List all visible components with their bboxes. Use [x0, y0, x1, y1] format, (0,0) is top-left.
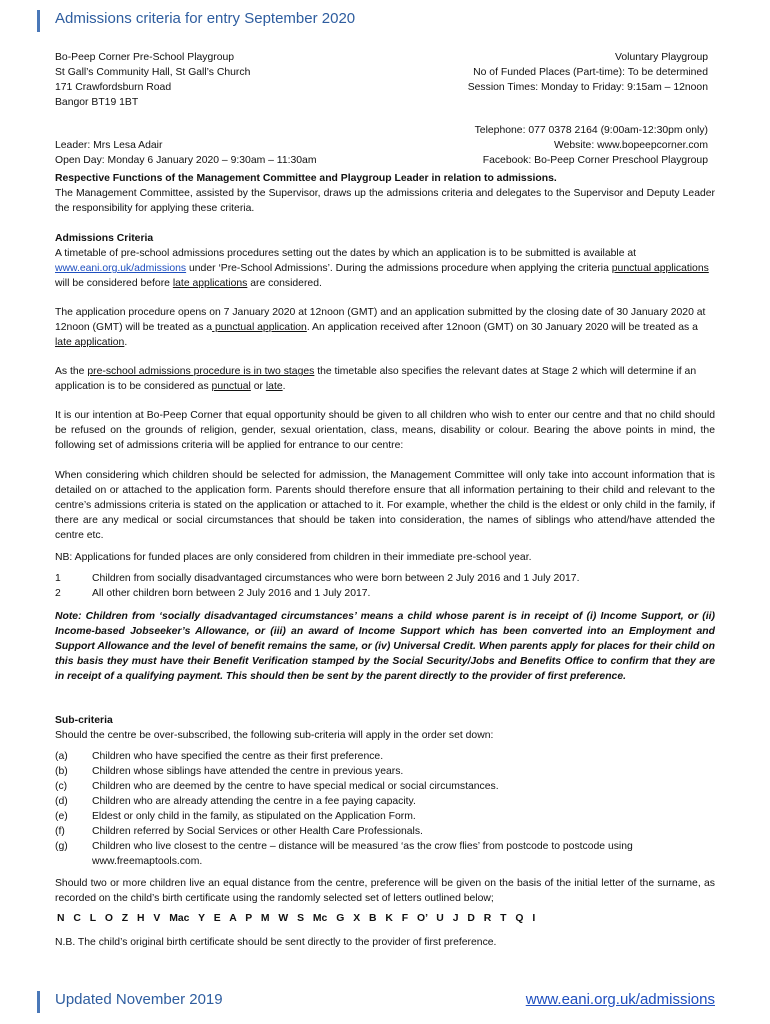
admissions-heading: Admissions Criteria [55, 233, 154, 244]
text-run: . [124, 337, 128, 348]
list-item-number: (f) [55, 826, 65, 837]
list-item-text: Children who are already attending the centre in a fee paying capacity. [92, 796, 416, 807]
text-run: . An application received after 12noon (GMT) on 30 January 2020 will be treated as a [306, 322, 698, 333]
random-letters-sequence: N C L O Z H V Mac Y E A P M W S Mc G X B K F O’ U J D R T Q I [57, 913, 536, 924]
text-run: The application procedure opens on 7 January 2020 at 12noon (GMT) and an application submitted by the closing date of 30 January 2020 at 12noon (GMT) will be treated as a [55, 307, 706, 333]
list-item [55, 809, 715, 824]
list-item-text: Children who have specified the centre as their first preference. [92, 751, 384, 762]
subcriteria-heading: Sub-criteria [55, 715, 113, 726]
list-item-text: All other children born between 2 July 2016 and 1 July 2017. [92, 588, 371, 599]
list-item-number: 1 [55, 573, 61, 584]
address-line: Bo-Peep Corner Pre-School Playgroup [55, 52, 235, 63]
list-item-number: (c) [55, 781, 68, 792]
address-line: 171 Crawfordsburn Road [55, 82, 172, 93]
list-item-text: Eldest or only child in the family, as stipulated on the Application Form. [92, 811, 416, 822]
list-item [55, 824, 715, 839]
tie-break-paragraph: Should two or more children live an equal distance from the centre, preference will be given on the basis of the initial letter of the surname, as recorded on the child’s birth certificate using the randomly selected set of letters outlined below; [55, 878, 715, 904]
list-item [55, 749, 715, 764]
punctual-term: punctual [211, 381, 251, 392]
funded-places-nb: NB: Applications for funded places are only considered from children in their immediate pre-school year. [55, 552, 532, 563]
telephone: Telephone: 077 0378 2164 (9:00am-12:30pm only) [474, 125, 708, 136]
selection-paragraph: When considering which children should be selected for admission, the Management Committee will only take into account information that is detailed on or attached to the application form. Parents should therefore ensure that all information pertaining to their child and relevant to the centre’s admissions criteria is stated on the application or attached to it. For example, whether the child is the eldest or only child in the family, if there are any medical or social circumstances that should be taken into consideration, the names of siblings who attend/have attended the centre etc. [55, 470, 715, 541]
leader-block [55, 138, 316, 168]
list-item-text: Children from socially disadvantaged circumstances who were born between 2 July 2016 and 1 July 2017. [92, 573, 580, 584]
admissions-paragraph-3 [55, 364, 715, 394]
list-item-text: Children who are deemed by the centre to have special medical or social circumstances. [92, 781, 499, 792]
disadvantaged-note: Note: Children from ‘socially disadvantaged circumstances’ means a child whose parent is in receipt of (i) Income Support, or (ii) Income-based Jobseeker’s Allowance, or (iii) an award of Income Support which has been converted into an Employment and Support Allowance and the level of benefit remains the same, or (iv) Universal Credit. When parents apply for places for their child on this basis they must have their Benefit Verification stamped by the Social Security/Jobs and Benefits Office to confirm that they are in receipt of a qualifying payment. This should then be sent by the parent directly to the provider of first preference. [55, 611, 715, 682]
punctual-applications-term: punctual applications [611, 263, 709, 274]
text-run: or [250, 381, 266, 392]
equal-opportunity-paragraph: It is our intention at Bo-Peep Corner that equal opportunity should be given to all children who wish to enter our centre and that no child should be refused on the grounds of religion, gender, sexual orientation, class, means, disability or colour. Bearing the above points in mind, the following set of admissions criteria will be applied for entrance to our centre: [55, 410, 715, 451]
leader-name: Leader: Mrs Lesa Adair [55, 140, 163, 151]
subcriteria-list [55, 749, 715, 869]
address-line: St Gall’s Community Hall, St Gall’s Church [55, 67, 251, 78]
playgroup-type: Voluntary Playgroup [615, 52, 708, 63]
admissions-paragraph-2 [55, 305, 715, 350]
list-item [55, 779, 715, 794]
text-run: will be considered before [55, 278, 173, 289]
page-title: Admissions criteria for entry September 2020 [55, 10, 356, 27]
list-item [55, 764, 715, 779]
contact-block [475, 123, 708, 168]
text-run: . [282, 381, 286, 392]
criteria-list [55, 571, 715, 601]
text-run: the timetable also specifies the relevant dates at Stage 2 which will determine if an application is to be considered as [55, 366, 697, 392]
admissions-heading-block [55, 231, 715, 246]
late-applications-term: late applications [172, 278, 248, 289]
subcriteria-intro: Should the centre be over-subscribed, the following sub-criteria will apply in the order set down: [55, 730, 494, 741]
text-run: As the [55, 366, 88, 377]
eani-admissions-link[interactable]: www.eani.org.uk/admissions [55, 263, 187, 274]
list-item-number: (d) [55, 796, 68, 807]
subcriteria-section [55, 713, 715, 743]
list-item-text: Children who live closest to the centre – distance will be measured ‘as the crow flies’ from postcode to postcode using www.freemaptools.com. [92, 841, 633, 867]
text-run: under ‘Pre-School Admissions’. During the admissions procedure when applying the criteria [186, 263, 612, 274]
functions-section [55, 171, 715, 216]
list-item-text: Children whose siblings have attended the centre in previous years. [92, 766, 404, 777]
list-item-number: (b) [55, 766, 68, 777]
functions-heading: Respective Functions of the Management Committee and Playgroup Leader in relation to admissions. [55, 173, 557, 184]
punctual-application-term: punctual application [212, 322, 307, 333]
late-term: late [265, 381, 283, 392]
facebook: Facebook: Bo-Peep Corner Preschool Playgroup [482, 155, 708, 166]
list-item-number: (a) [55, 751, 68, 762]
footer-admissions-link[interactable]: www.eani.org.uk/admissions [525, 991, 715, 1008]
header-accent-bar [37, 10, 40, 32]
two-stages-term: pre-school admissions procedure is in two stages [87, 366, 315, 377]
list-item-number: (e) [55, 811, 68, 822]
birth-certificate-nb: N.B. The child’s original birth certificate should be sent directly to the provider of first preference. [55, 937, 497, 948]
open-day: Open Day: Monday 6 January 2020 – 9:30am – 11:30am [55, 155, 317, 166]
list-item [55, 571, 715, 586]
text-run: are considered. [247, 278, 322, 289]
address-block [55, 50, 250, 110]
late-application-term: late application [55, 337, 125, 348]
footer-accent-bar [37, 991, 40, 1013]
funded-places: No of Funded Places (Part-time): To be determined [473, 67, 708, 78]
admissions-paragraph-1 [55, 246, 715, 291]
list-item [55, 794, 715, 809]
list-item [55, 839, 715, 869]
functions-text: The Management Committee, assisted by the Supervisor, draws up the admissions criteria and delegates to the Supervisor and Deputy Leader the responsibility for applying these criteria. [55, 188, 715, 214]
playgroup-info-block [468, 50, 708, 95]
address-line: Bangor BT19 1BT [55, 97, 139, 108]
list-item-text: Children referred by Social Services or other Health Care Professionals. [92, 826, 423, 837]
list-item [55, 586, 715, 601]
list-item-number: (g) [55, 841, 68, 852]
list-item-number: 2 [55, 588, 61, 599]
footer-updated: Updated November 2019 [55, 991, 223, 1008]
website: Website: www.bopeepcorner.com [553, 140, 708, 151]
session-times: Session Times: Monday to Friday: 9:15am – 12noon [467, 82, 708, 93]
text-run: A timetable of pre-school admissions procedures setting out the dates by which an application is to be submitted is available at [55, 248, 637, 259]
